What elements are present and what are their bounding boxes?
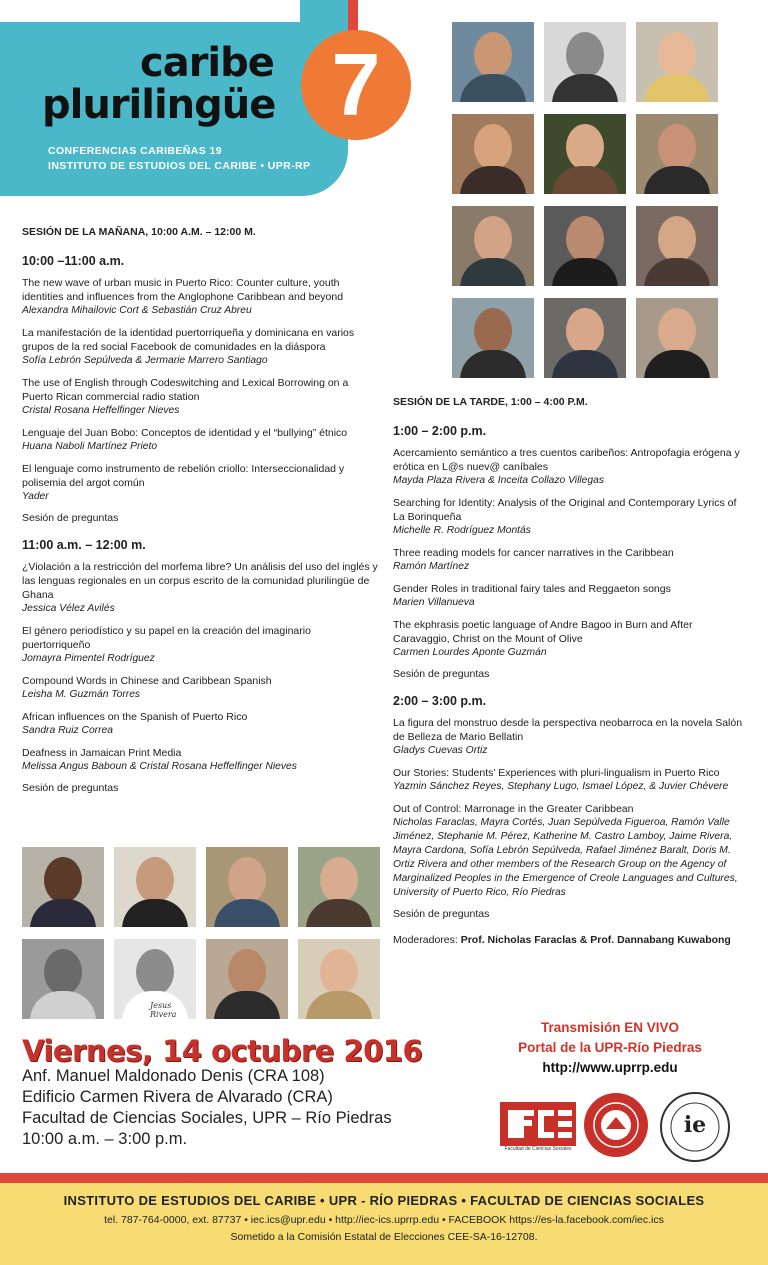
talk-authors: Jessica Vélez Avilés [22, 603, 115, 614]
footer-stripe [0, 1173, 768, 1183]
talk-title: Deafness in Jamaican Print Media [22, 747, 182, 759]
talk-authors: Melissa Angus Baboun & Cristal Rosana Heffelfinger Nieves [22, 761, 297, 772]
speaker-photo [636, 206, 718, 286]
venue-line: Facultad de Ciencias Sociales, UPR – Río Piedras [22, 1109, 392, 1127]
logo-line-caribe: caribe [140, 40, 274, 86]
talk-title: El género periodístico y su papel en la creación del imaginario puertorriqueño [22, 625, 311, 651]
talk-title: Acercamiento semántico a tres cuentos caribeños: Antropofagia erógena y erótica en L@s nuev@ caníbales [393, 447, 740, 473]
footer-contact[interactable]: tel. 787-764-0000, ext. 87737 • iec.ics@upr.edu • http://iec-ics.uprrp.edu • FACEBOOK https://es-la.facebook.com/iec.ics [104, 1214, 664, 1226]
talk-item [22, 376, 382, 418]
talk-title: ¿Violación a la restricción del morfema libre? Un análisis del uso del inglés y las lenguas regionales en un corpus escrito de la comunidad plurilingüe de Ghana [22, 561, 378, 601]
question-session: Sesión de preguntas [393, 908, 490, 920]
photo-signature: Jesus Rivera [150, 1001, 177, 1019]
moderators [393, 934, 743, 946]
edition-number: 7 [301, 30, 411, 140]
talk-title: La manifestación de la identidad puertorriqueña y dominicana en varios grupos de la red social Facebook de comunidades en la diáspora [22, 327, 355, 353]
talk-authors: Nicholas Faraclas, Mayra Cortés, Juan Sepúlveda Figueroa, Ramón Valle Jiménez, Stephanie M. Pérez, Katherine M. Castro Lamboy, Jaime Rivera, Mayra Cardona, Sofía Lebrón Sepúlveda, Rafael Jiménez Baralt, Doris M. Ortiz Rivera and other members of the Research Group on the Agency of Marginalized Peoples in the Emergence of Creole Languages and Cultures, University of Puerto Rico, Río Piedras [393, 817, 738, 898]
talk-item [22, 674, 382, 702]
talk-authors: Ramón Martínez [393, 561, 470, 572]
talk-item [22, 624, 382, 666]
morning-slot-2 [22, 538, 382, 794]
question-session: Sesión de preguntas [393, 668, 490, 680]
talk-item [22, 560, 382, 616]
speaker-photo [544, 114, 626, 194]
talk-authors: Sandra Ruiz Correa [22, 725, 113, 736]
moderators-names: Prof. Nicholas Faraclas & Prof. Dannabang Kuwabong [460, 934, 731, 946]
talk-authors: Huana Naboli Martínez Prieto [22, 441, 158, 452]
talk-item [22, 710, 382, 738]
event-time: 10:00 a.m. – 3:00 p.m. [22, 1130, 188, 1148]
talk-title: African influences on the Spanish of Puerto Rico [22, 711, 248, 723]
upr-seal-logo [584, 1093, 648, 1157]
header-subtitle-institute: INSTITUTO DE ESTUDIOS DEL CARIBE • UPR-RP [48, 160, 311, 172]
question-session: Sesión de preguntas [22, 782, 119, 794]
talk-item [393, 446, 743, 488]
talk-title: Compound Words in Chinese and Caribbean Spanish [22, 675, 272, 687]
talk-authors: Yader [22, 491, 49, 502]
talk-authors: Marien Villanueva [393, 597, 475, 608]
talk-item [393, 716, 743, 758]
afternoon-session [393, 396, 743, 946]
talk-authors: Alexandra Mihailovic Cort & Sebastián Cruz Abreu [22, 305, 252, 316]
speaker-photo [22, 847, 104, 927]
talk-title: Searching for Identity: Analysis of the Original and Contemporary Lyrics of La Borinqueña [393, 497, 737, 523]
live-stream-portal: Portal de la UPR-Río Piedras [518, 1040, 702, 1055]
slot-time: 11:00 a.m. – 12:00 m. [22, 538, 146, 552]
talk-title: The new wave of urban music in Puerto Rico: Counter culture, youth identities and influences from the Anglophone Caribbean and beyond [22, 277, 344, 303]
talk-authors: Gladys Cuevas Ortiz [393, 745, 488, 756]
talk-item [393, 582, 743, 610]
talk-item [22, 746, 382, 774]
talk-item [22, 276, 382, 318]
talk-title: El lenguaje como instrumento de rebelión criollo: Interseccionalidad y polisemia del argot común [22, 463, 345, 489]
speaker-photo [452, 206, 534, 286]
talk-item [22, 426, 382, 454]
live-stream-label: Transmisión EN VIVO [540, 1020, 680, 1035]
afternoon-session-title: SESIÓN DE LA TARDE, 1:00 – 4:00 P.M. [393, 396, 588, 408]
morning-session [22, 226, 382, 808]
talk-title: Three reading models for cancer narratives in the Caribbean [393, 547, 674, 559]
speaker-photo [544, 206, 626, 286]
talk-item [393, 546, 743, 574]
speaker-photo [452, 114, 534, 194]
footer-institutions: INSTITUTO DE ESTUDIOS DEL CARIBE • UPR - RÍO PIEDRAS • FACULTAD DE CIENCIAS SOCIALES [63, 1193, 705, 1208]
talk-item [393, 766, 743, 794]
talk-title: La figura del monstruo desde la perspectiva neobarroca en la novela Salón de Belleza de Mario Bellatin [393, 717, 743, 743]
speaker-photo [114, 939, 196, 1019]
talk-item [22, 326, 382, 368]
talk-item [393, 618, 743, 660]
upr-seal-graphic [584, 1093, 648, 1157]
speaker-photo [298, 847, 380, 927]
talk-title: The ekphrasis poetic language of Andre Bagoo in Burn and After Caravaggio, Christ on the Mount of Olive [393, 619, 693, 645]
header-top-strip [0, 0, 300, 22]
talk-authors: Jomayra Pimentel Rodríguez [22, 653, 155, 664]
talk-authors: Leisha M. Guzmán Torres [22, 689, 141, 700]
fcs-logo [498, 1100, 578, 1156]
talk-item [22, 462, 382, 504]
event-date: Viernes, 14 octubre 2016 [22, 1034, 423, 1068]
live-stream-url[interactable]: http://www.uprrp.edu [542, 1060, 678, 1075]
talk-title: Gender Roles in traditional fairy tales and Reggaeton songs [393, 583, 671, 595]
slot-time: 1:00 – 2:00 p.m. [393, 424, 487, 438]
moderators-label: Moderadores: [393, 934, 458, 946]
morning-session-title: SESIÓN DE LA MAÑANA, 10:00 A.M. – 12:00 M. [22, 226, 256, 238]
morning-slot-1 [22, 254, 382, 524]
talk-title: The use of English through Codeswitching and Lexical Borrowing on a Puerto Rican commercial radio station [22, 377, 349, 403]
afternoon-slot-2 [393, 694, 743, 920]
fcs-caption: Facultad de Ciencias Sociales [504, 1146, 572, 1152]
afternoon-slot-1 [393, 424, 743, 680]
talk-authors: Michelle R. Rodríguez Montás [393, 525, 531, 536]
speaker-photo [22, 939, 104, 1019]
speaker-photo [636, 114, 718, 194]
iec-seal-logo [660, 1092, 730, 1162]
talk-title: Lenguaje del Juan Bobo: Conceptos de identidad y el “bullying” étnico [22, 427, 348, 439]
talk-authors: Sofía Lebrón Sepúlveda & Jermarie Marrero Santiago [22, 355, 268, 366]
speaker-photo [636, 298, 718, 378]
iec-text: ie [683, 1112, 707, 1138]
slot-time: 2:00 – 3:00 p.m. [393, 694, 487, 708]
speaker-photo [452, 298, 534, 378]
speaker-photo [544, 298, 626, 378]
speaker-photo [452, 22, 534, 102]
speaker-photo [298, 939, 380, 1019]
talk-title: Out of Control: Marronage in the Greater Caribbean [393, 803, 634, 815]
slot-time: 10:00 –11:00 a.m. [22, 254, 125, 268]
talk-item [393, 802, 743, 900]
speaker-photo [206, 939, 288, 1019]
talk-item [393, 496, 743, 538]
talk-authors: Cristal Rosana Heffelfinger Nieves [22, 405, 180, 416]
speaker-photo [206, 847, 288, 927]
talk-authors: Carmen Lourdes Aponte Guzmán [393, 647, 547, 658]
logo-line-plurilingue: plurilingüe [42, 82, 276, 128]
talk-title: Our Stories: Students’ Experiences with pluri-lingualism in Puerto Rico [393, 767, 720, 779]
speaker-photo [544, 22, 626, 102]
header-subtitle-conferences: CONFERENCIAS CARIBEÑAS 19 [48, 145, 222, 157]
footer-cee-notice: Sometido a la Comisión Estatal de Elecciones CEE-SA-16-12708. [230, 1231, 538, 1243]
venue-line: Edificio Carmen Rivera de Alvarado (CRA) [22, 1088, 333, 1106]
speaker-photo [114, 847, 196, 927]
speaker-photo [636, 22, 718, 102]
talk-authors: Mayda Plaza Rivera & Inceita Collazo Villegas [393, 475, 605, 486]
venue-line: Anf. Manuel Maldonado Denis (CRA 108) [22, 1067, 325, 1085]
question-session: Sesión de preguntas [22, 512, 119, 524]
talk-authors: Yazmin Sánchez Reyes, Stephany Lugo, Ismael López, & Juvier Chévere [393, 781, 729, 792]
